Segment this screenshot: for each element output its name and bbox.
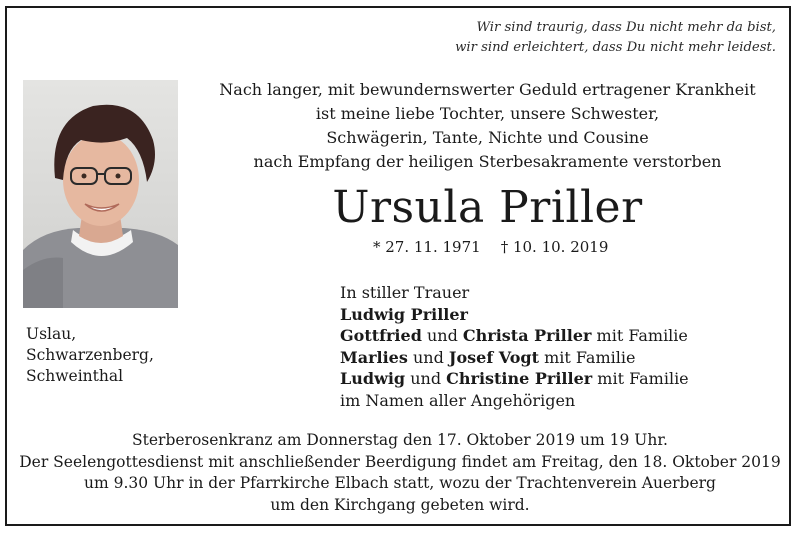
death-date: † 10. 10. 2019: [500, 238, 609, 256]
intro-line: ist meine liebe Tochter, unsere Schwester,: [315, 104, 660, 123]
service-line: um den Kirchgang gebeten wird.: [270, 495, 530, 514]
mourners-intro: In stiller Trauer: [340, 283, 470, 302]
intro-line: nach Empfang der heiligen Sterbesakramente verstorben: [253, 152, 722, 171]
service-info: [10, 430, 790, 516]
portrait-illustration: [23, 80, 178, 308]
motto-line: wir sind erleichtert, dass Du nicht mehr leidest.: [455, 40, 776, 55]
places: [26, 324, 154, 387]
place-line: Uslau,: [26, 325, 77, 343]
mourner-line: Marlies und Josef Vogt mit Familie: [340, 347, 636, 367]
mourner-line: Ludwig und Christine Priller mit Familie: [340, 369, 689, 388]
intro-line: Nach langer, mit bewundernswerter Geduld ertragener Krankheit: [219, 80, 756, 99]
mourner-line: Ludwig Priller: [340, 304, 468, 324]
service-line: um 9.30 Uhr in der Pfarrkirche Elbach statt, wozu der Trachtenverein Auerberg: [84, 474, 716, 492]
motto-line: Wir sind traurig, dass Du nicht mehr da bist,: [476, 20, 776, 35]
portrait-photo: [23, 80, 178, 308]
service-line: Sterberosenkranz am Donnerstag den 17. Oktober 2019 um 19 Uhr.: [132, 431, 668, 449]
mourners: [340, 282, 689, 411]
intro-text: [200, 78, 775, 174]
motto: [455, 18, 776, 58]
place-line: Schweinthal: [26, 367, 124, 385]
birth-date: * 27. 11. 1971: [373, 238, 481, 256]
service-line: Der Seelengottesdienst mit anschließender Beerdigung findet am Freitag, den 18. Oktober 2019: [19, 452, 781, 471]
intro-line: Schwägerin, Tante, Nichte und Cousine: [326, 128, 649, 147]
mourners-outro: im Namen aller Angehörigen: [340, 390, 576, 410]
mourner-line: Gottfried und Christa Priller mit Familie: [340, 326, 688, 345]
deceased-name: Ursula Priller: [332, 182, 643, 233]
place-line: Schwarzenberg,: [26, 346, 154, 364]
life-dates: [373, 236, 608, 258]
